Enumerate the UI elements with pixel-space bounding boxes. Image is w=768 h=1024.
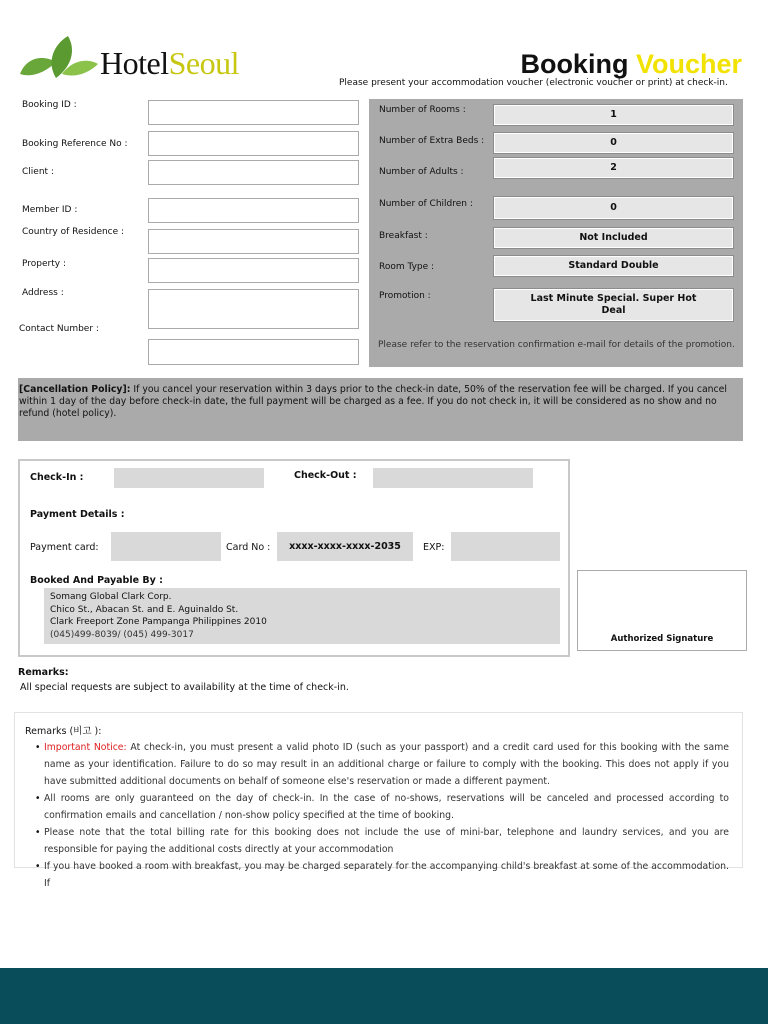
list-item: • Please note that the total billing rate for this booking does not include the use of mini-bar, telephone and laundry services, and you are responsible for paying the additional costs directly at your accommodation — [35, 824, 729, 858]
contact-label: Contact Number : — [19, 324, 99, 334]
page-title — [520, 49, 742, 79]
address-field[interactable] — [148, 289, 359, 329]
title-voucher: Voucher — [635, 49, 742, 79]
remarks-notice-panel — [14, 712, 743, 889]
booked-by-company: Somang Global Clark Corp. — [50, 592, 172, 602]
cancellation-policy-text: If you cancel your reservation within 3 days prior to the check-in date, 50% of the reservation fee will be charged. If you cancel within 1 day of the day before check-in date, the full payment will be charged as a fee. If you do not check in, it will be considered as no show and no refund (hotel policy). — [19, 384, 727, 419]
member-id-field[interactable] — [148, 198, 359, 223]
member-id-label: Member ID : — [22, 205, 78, 215]
children-value: 0 — [494, 197, 733, 219]
present-note: Please present your accommodation voucher (electronic voucher or print) at check-in. — [339, 78, 728, 88]
adults-value: 2 — [494, 158, 733, 178]
extra-beds-value: 0 — [494, 133, 733, 153]
booking-ref-label: Booking Reference No : — [22, 139, 128, 149]
title-booking: Booking — [520, 49, 629, 79]
adults-label: Number of Adults : — [379, 167, 464, 177]
booking-id-label: Booking ID : — [22, 100, 77, 110]
logo-leaves-icon — [16, 34, 100, 82]
checkout-field[interactable] — [373, 468, 533, 488]
promotion-label: Promotion : — [379, 291, 431, 301]
property-label: Property : — [22, 259, 66, 269]
breakfast-label: Breakfast : — [379, 231, 428, 241]
footer-bar — [0, 968, 768, 1024]
promotion-reference-note: Please refer to the reservation confirmation e-mail for details of the promotion. — [378, 340, 735, 350]
list-item: • All rooms are only guaranteed on the day of check-in. In the case of no-shows, reservations will be canceled and processed according to confirmation emails and cancellation / non-show policy specified at the time of booking. — [35, 790, 729, 824]
remarks-title: Remarks: — [18, 667, 69, 678]
room-type-label: Room Type : — [379, 262, 435, 272]
breakfast-value: Not Included — [494, 228, 733, 248]
rooms-value: 1 — [494, 105, 733, 125]
card-no-label: Card No : — [226, 542, 271, 553]
logo-seoul-text: Seoul — [168, 45, 239, 81]
address-label: Address : — [22, 288, 64, 298]
logo-hotel-text: Hotel — [100, 45, 169, 81]
booking-ref-field[interactable] — [148, 131, 359, 156]
country-field[interactable] — [148, 229, 359, 254]
booked-by-details — [44, 588, 560, 644]
exp-label: EXP: — [423, 542, 445, 553]
card-no-field[interactable]: xxxx-xxxx-xxxx-2035 — [277, 532, 413, 561]
promotion-value: Last Minute Special. Super Hot Deal — [494, 289, 733, 321]
booked-by-label: Booked And Payable By : — [30, 575, 163, 586]
remarks-text: All special requests are subject to availability at the time of check-in. — [20, 682, 349, 693]
booked-by-phone: (045)499-8039/ (045) 499-3017 — [50, 629, 194, 640]
signature-label: Authorized Signature — [610, 634, 714, 644]
exp-field[interactable] — [451, 532, 560, 561]
notice-item-text: At check-in, you must present a valid photo ID (such as your passport) and a credit card used for this booking with the same name as your identification. Failure to do so may result in an additional charge or failure to comply with the booking. This does not apply if you have submitted additional documents on behalf of someone else's reservation or made a different payment. — [44, 742, 729, 787]
list-item: • If you have booked a room with breakfast, you may be charged separately for the accompanying child's breakfast at some of the accommodation. If — [35, 858, 729, 892]
booking-id-field[interactable] — [148, 100, 359, 125]
client-label: Client : — [22, 167, 54, 177]
remarks-notice-list — [35, 739, 729, 892]
payment-card-field[interactable] — [111, 532, 221, 561]
checkout-label: Check-Out : — [294, 470, 357, 481]
booked-by-city: Clark Freeport Zone Pampanga Philippines 2010 — [50, 617, 267, 627]
payment-card-label: Payment card: — [30, 542, 99, 553]
property-field[interactable] — [148, 258, 359, 283]
children-label: Number of Children : — [379, 199, 473, 209]
booked-by-street: Chico St., Abacan St. and E. Aguinaldo St. — [50, 604, 239, 615]
cancellation-policy-label: [Cancellation Policy]: — [19, 384, 131, 395]
hotel-logo — [100, 44, 239, 82]
cancellation-policy — [18, 378, 743, 441]
checkin-field[interactable] — [114, 468, 264, 488]
list-item — [35, 739, 729, 790]
important-notice-label: Important Notice: — [44, 742, 127, 753]
extra-beds-label: Number of Extra Beds : — [379, 136, 485, 146]
client-field[interactable] — [148, 160, 359, 185]
rooms-label: Number of Rooms : — [379, 105, 466, 115]
country-label: Country of Residence : — [22, 227, 125, 237]
contact-field[interactable] — [148, 339, 359, 365]
room-type-value: Standard Double — [494, 256, 733, 276]
payment-details-label: Payment Details : — [30, 509, 125, 520]
remarks-notice-title: Remarks (비고 ): — [25, 726, 102, 737]
checkin-label: Check-In : — [30, 472, 84, 483]
